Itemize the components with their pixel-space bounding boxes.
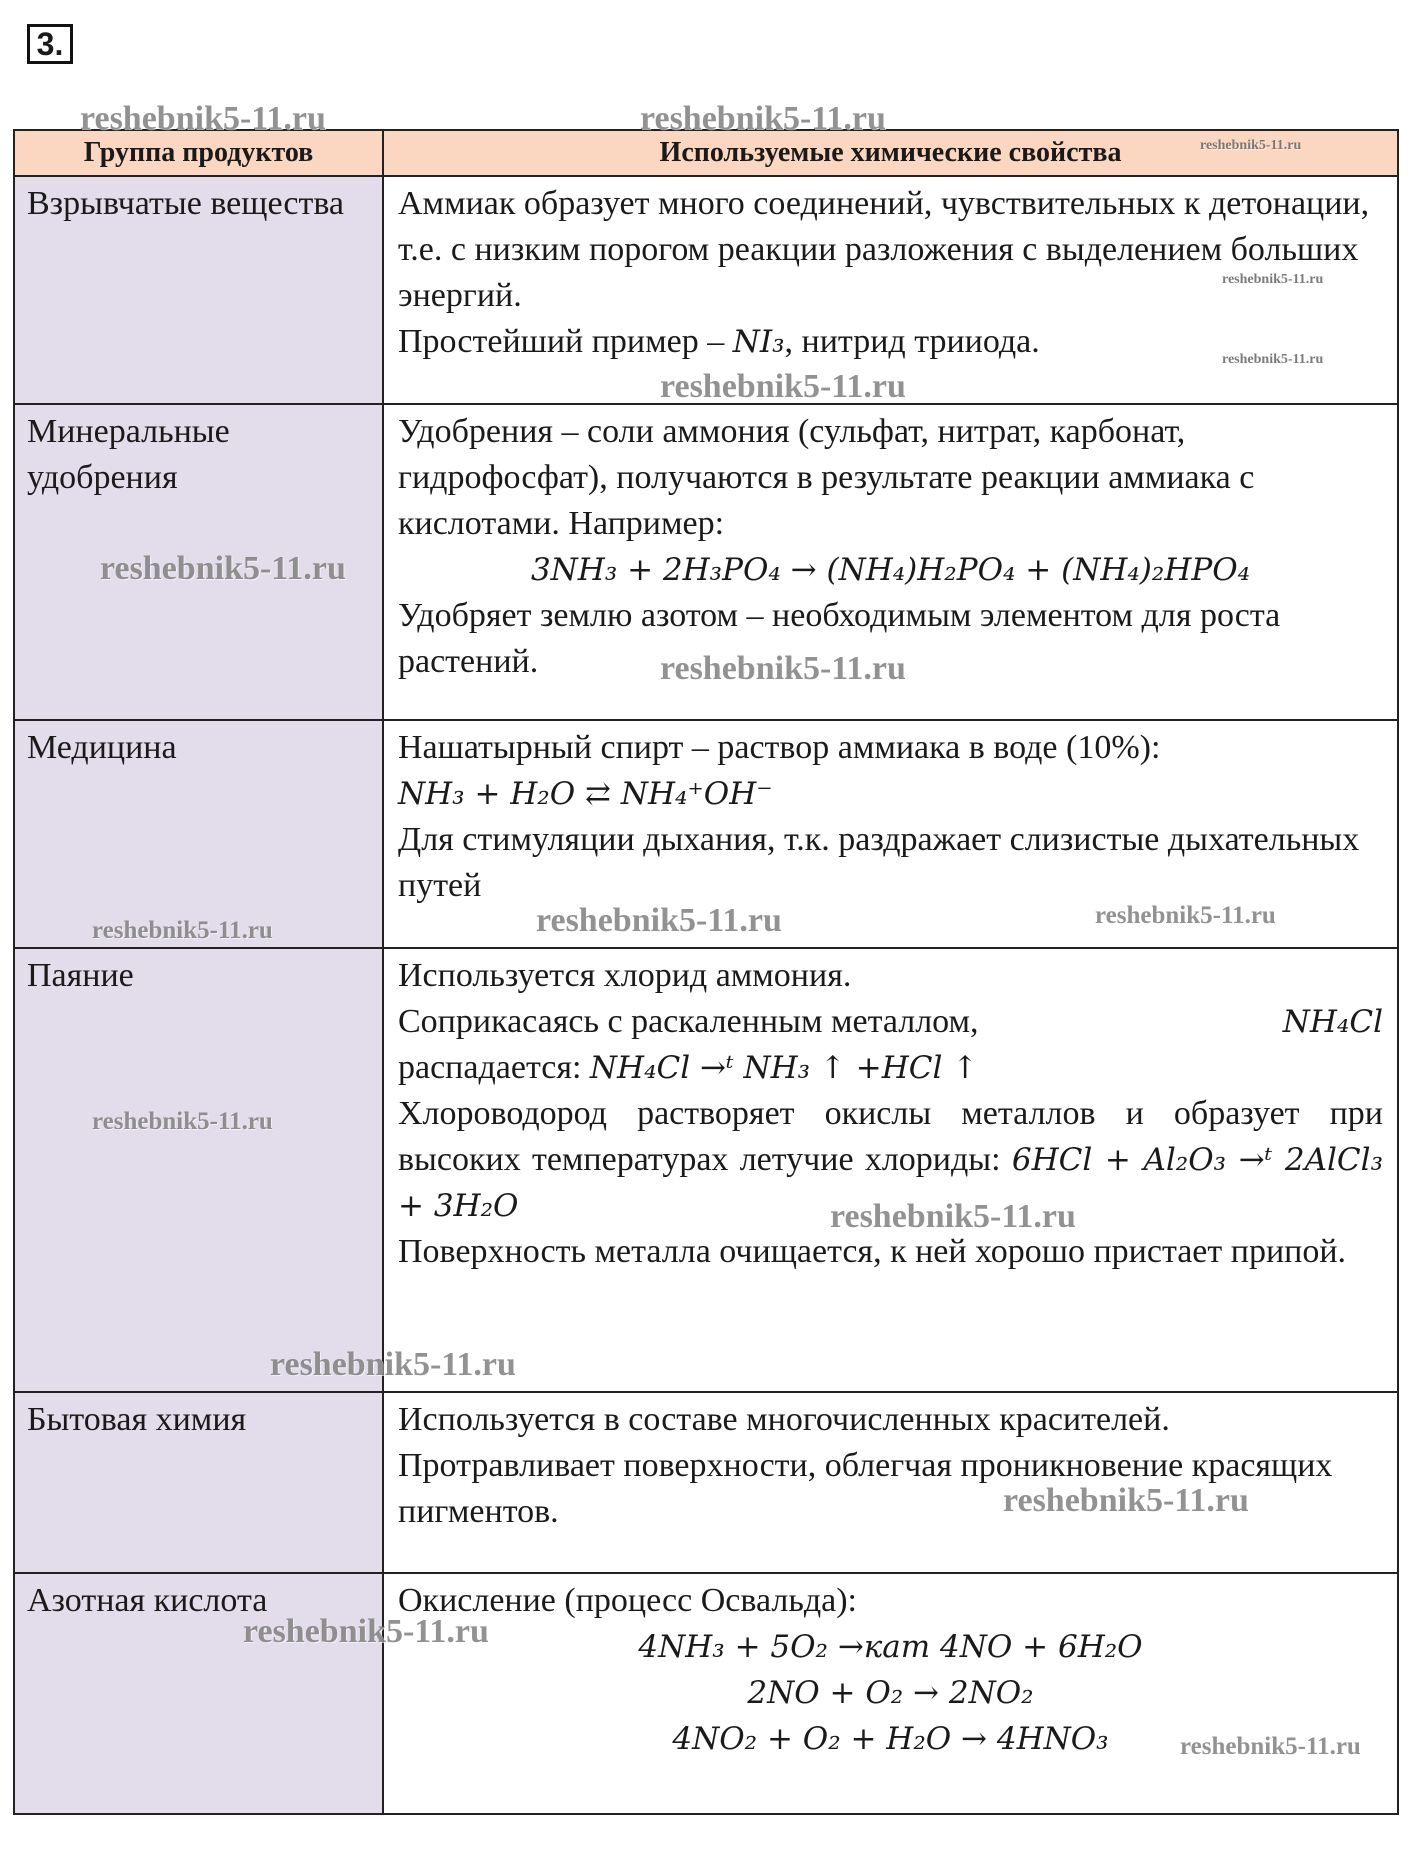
watermark: reshebnik5-11.ru <box>1222 352 1324 367</box>
text-line: Аммиак образует много соединений, чувствительных к детонации, т.е. с низким порогом реакции разложения с выделением больших энергий. <box>398 185 1370 314</box>
watermark: reshebnik5-11.ru <box>100 550 346 587</box>
group-cell: Медицина <box>14 720 383 948</box>
text-line: Нашатырный спирт – раствор аммиака в воде (10%): <box>398 729 1161 766</box>
formula: 2NO + O₂ → 2NO₂ <box>747 1675 1034 1711</box>
group-cell: Взрывчатые вещества <box>14 176 383 404</box>
formula: 3NH₃ + 2H₃PO₄ → (NH₄)H₂PO₄ + (NH₄)₂HPO₄ <box>530 552 1251 588</box>
properties-cell <box>383 1392 1398 1573</box>
chemistry-table <box>13 129 1399 1815</box>
text-line: Используется хлорид аммония. <box>398 957 852 994</box>
watermark: reshebnik5-11.ru <box>92 1108 273 1135</box>
text-line: Используется в составе многочисленных красителей. <box>398 1401 1170 1438</box>
group-cell: Минеральные удобрения <box>14 404 383 720</box>
text-line: Протравливает поверхности, облегчая проникновение красящих пигментов. <box>398 1447 1333 1530</box>
watermark: reshebnik5-11.ru <box>536 902 782 939</box>
formula: 4NO₂ + O₂ + H₂O → 4HNO₃ <box>672 1721 1109 1757</box>
text-line: Окисление (процесс Освальда): <box>398 1582 857 1619</box>
watermark: reshebnik5-11.ru <box>640 100 886 137</box>
watermark: reshebnik5-11.ru <box>92 917 273 944</box>
table-row <box>14 1573 1398 1814</box>
properties-cell <box>383 948 1398 1392</box>
properties-cell <box>383 404 1398 720</box>
watermark: reshebnik5-11.ru <box>1180 1733 1361 1760</box>
group-cell: Азотная кислота <box>14 1573 383 1814</box>
watermark: reshebnik5-11.ru <box>1222 272 1324 287</box>
table-row <box>14 176 1398 404</box>
text-line: Удобрения – соли аммония (сульфат, нитрат, карбонат, гидрофосфат), получаются в результате реакции аммиака с кислотами. Например: <box>398 413 1255 542</box>
text-line: Поверхность металла очищается, к ней хорошо пристает припой. <box>398 1233 1347 1270</box>
formula: NH₃ + H₂O ⇄ NH₄⁺OH⁻ <box>398 776 773 812</box>
table-row <box>14 720 1398 948</box>
table-row <box>14 948 1398 1392</box>
watermark: reshebnik5-11.ru <box>1003 1482 1249 1519</box>
table-row <box>14 1392 1398 1573</box>
properties-cell <box>383 1573 1398 1814</box>
watermark: reshebnik5-11.ru <box>1095 902 1276 929</box>
task-number: 3. <box>27 24 73 64</box>
watermark: reshebnik5-11.ru <box>660 650 906 687</box>
header-properties: Используемые химические свойства <box>383 130 1398 176</box>
text-line: распадается: NH₄Cl →ᵗ NH₃ ↑ +HCl ↑ <box>398 1049 979 1086</box>
header-group: Группа продуктов <box>14 130 383 176</box>
watermark: reshebnik5-11.ru <box>243 1613 489 1650</box>
properties-cell <box>383 176 1398 404</box>
watermark: reshebnik5-11.ru <box>830 1198 1076 1235</box>
group-cell: Паяние <box>14 948 383 1392</box>
text-line: Хлороводород растворяет окислы металлов и образует при высоких температурах летучие хлориды: 6HCl + Al₂O₃ →ᵗ 2AlCl₃ + 3H₂O <box>398 1095 1383 1224</box>
watermark: reshebnik5-11.ru <box>1200 138 1302 153</box>
watermark: reshebnik5-11.ru <box>80 100 326 137</box>
formula: 4NH₃ + 5O₂ →кат 4NO + 6H₂O <box>638 1629 1143 1665</box>
watermark: reshebnik5-11.ru <box>660 368 906 405</box>
formula: 6HCl + Al₂O₃ →ᵗ 2AlCl₃ + 3H₂O <box>398 1142 1383 1224</box>
watermark: reshebnik5-11.ru <box>270 1346 516 1383</box>
properties-cell <box>383 720 1398 948</box>
formula: NH₄Cl <box>1282 1004 1383 1040</box>
formula: NI₃ <box>732 324 785 360</box>
table-header-row <box>14 130 1398 176</box>
table-row <box>14 404 1398 720</box>
text-line: Удобряет землю азотом – необходимым элементом для роста растений. <box>398 597 1281 680</box>
text-line: Простейший пример – NI₃, нитрид трииода. <box>398 323 1040 360</box>
text-line: Соприкасаясь с раскаленным металлом, NH₄Cl <box>398 999 1383 1045</box>
text-line: Для стимуляции дыхания, т.к. раздражает слизистые дыхательных путей <box>398 821 1360 904</box>
formula: NH₄Cl →ᵗ NH₃ ↑ +HCl ↑ <box>589 1050 979 1086</box>
group-cell: Бытовая химия <box>14 1392 383 1573</box>
